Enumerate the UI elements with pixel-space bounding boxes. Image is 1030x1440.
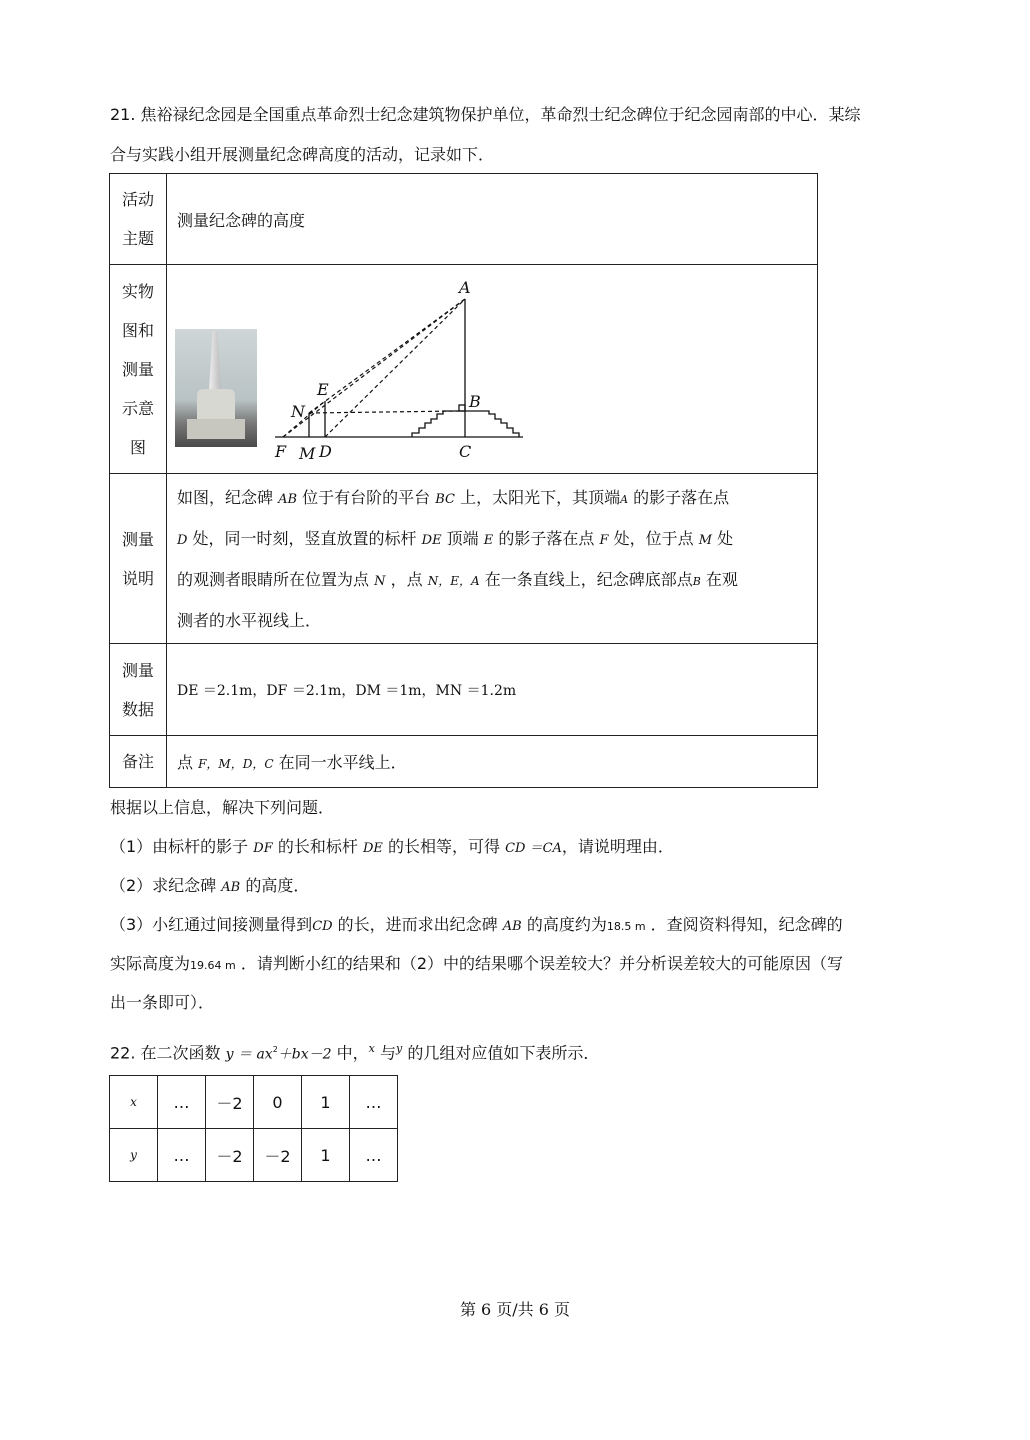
subquestion-2: （2）求纪念碑 AB 的高度． (110, 876, 310, 895)
label-f: F (275, 442, 287, 461)
label-note: 备注 (110, 736, 167, 788)
cell-x-4: 1 (302, 1076, 350, 1129)
label-c: C (459, 442, 472, 461)
right-angle-mark (459, 405, 465, 411)
sight-line-nb (309, 411, 459, 413)
page-footer: 第 6 页/共 6 页 (459, 1300, 571, 1319)
label-d: D (319, 442, 332, 461)
measurement-data: DE ＝2.1m，DF ＝2.1m，DM ＝1m，MN ＝1.2m (177, 682, 517, 699)
cell-x-3: 0 (254, 1076, 302, 1129)
theme-text: 测量纪念碑的高度 (177, 210, 306, 230)
description-cell (167, 474, 818, 644)
desc-line-1: 如图，纪念碑 AB 位于有台阶的平台 BC 上，太阳光下，其顶端A 的影子落在点 (177, 487, 730, 507)
cell-x-2: －2 (206, 1076, 254, 1129)
desc-line-2: D 处，同一时刻，竖直放置的标杆 DE 顶端 E 的影子落在点 F 处，位于点 M 处 (177, 528, 734, 548)
note-cell: 点 F，M，D，C 在同一水平线上． (167, 736, 818, 788)
label-data-2: 数据 (121, 699, 154, 719)
row-theme (110, 174, 818, 265)
activity-table (109, 173, 818, 788)
row-note (110, 736, 818, 788)
cell-y-2: －2 (206, 1129, 254, 1182)
ray-da (325, 299, 465, 437)
cell-y-header: y (110, 1129, 158, 1182)
row-data (110, 644, 818, 736)
cell-x-1: … (158, 1076, 206, 1129)
label-theme-1: 活动 (121, 190, 154, 209)
cell-y-5: … (350, 1129, 398, 1182)
row-description (110, 474, 818, 644)
desc-line-4: 测者的水平视线上． (177, 610, 322, 630)
cell-y-1: … (158, 1129, 206, 1182)
label-figure-5: 图 (129, 437, 146, 457)
label-data-1: 测量 (121, 660, 154, 680)
after-table-text: 根据以上信息，解决下列问题． (110, 798, 335, 817)
q21-line-2: 合与实践小组开展测量纪念碑高度的活动，记录如下． (110, 145, 495, 164)
label-b: B (469, 392, 481, 411)
label-figure-3: 测量 (121, 359, 154, 379)
data-cell (167, 644, 818, 736)
row-figure (110, 265, 818, 474)
row-x (110, 1076, 398, 1129)
steps-right (487, 411, 519, 437)
subquestion-3-line-2: 实际高度为19.64 m ．请判断小红的结果和（2）中的结果哪个误差较大？并分析误差较大的可能原因（写 (110, 954, 843, 973)
label-figure-4: 示意 (121, 398, 154, 418)
desc-line-3: 的观测者眼睛所在位置为点 N ，点 N，E，A 在一条直线上，纪念碑底部点B 在观 (177, 569, 738, 589)
label-data (110, 644, 167, 736)
steps-left (412, 411, 445, 437)
subquestion-3-line-1: （3）小红通过间接测量得到CD 的长，进而求出纪念碑 AB 的高度约为18.5 m ．查阅资料得知，纪念碑的 (110, 915, 843, 934)
label-a: A (459, 278, 471, 297)
cell-y-4: 1 (302, 1129, 350, 1182)
theme-cell (167, 174, 818, 265)
label-description (110, 474, 167, 644)
subquestion-1: （1）由标杆的影子 DF 的长和标杆 DE 的长相等，可得 CD ＝CA，请说明理由． (110, 837, 674, 856)
cell-y-3: －2 (254, 1129, 302, 1182)
label-figure-2: 图和 (121, 320, 154, 340)
monument-photo (175, 329, 257, 447)
q21-line-1: 21. 焦裕禄纪念园是全国重点革命烈士纪念建筑物保护单位，革命烈士纪念碑位于纪念园南部的中心．某综 (110, 105, 861, 124)
q22-intro: 22. 在二次函数 $y = ax^2+bx-2$ 中，$^x$ 与$^y$ 的几组对应值如下表所示． (110, 1042, 600, 1063)
xy-value-table (109, 1075, 398, 1182)
subquestion-3-line-3: 出一条即可）． (110, 993, 215, 1012)
figure-cell (167, 265, 818, 474)
label-desc-2: 说明 (121, 568, 154, 588)
label-theme (110, 174, 167, 265)
label-theme-2: 主题 (121, 229, 154, 248)
label-e: E (317, 380, 329, 399)
label-n: N (291, 402, 305, 421)
label-desc-1: 测量 (121, 529, 154, 549)
label-figure (110, 265, 167, 474)
measurement-diagram (267, 273, 627, 473)
ray-na (309, 299, 465, 413)
label-figure-1: 实物 (121, 281, 154, 301)
label-m: M (299, 444, 316, 463)
cell-x-5: … (350, 1076, 398, 1129)
cell-x-header: x (110, 1076, 158, 1129)
row-y (110, 1129, 398, 1182)
ray-fa (283, 299, 465, 437)
